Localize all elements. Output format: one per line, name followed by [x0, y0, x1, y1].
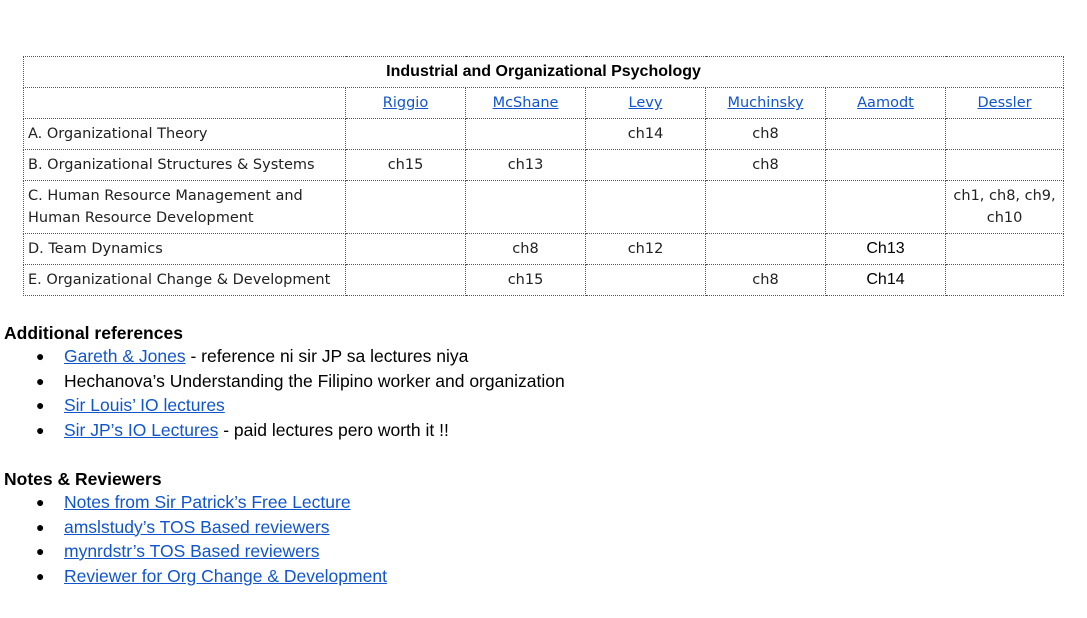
list-item — [4, 418, 565, 443]
topic-cell: B. Organizational Structures & Systems — [24, 150, 346, 181]
table-row — [24, 150, 1064, 181]
notes-reviewers-section — [4, 468, 387, 588]
chapter-cell — [586, 265, 706, 296]
list-item-text: - reference ni sir JP sa lectures niya — [185, 346, 469, 366]
chapter-cell: ch12 — [586, 234, 706, 265]
header-empty-cell — [24, 88, 346, 119]
chapter-cell — [946, 150, 1064, 181]
header-cell-dessler — [946, 88, 1064, 119]
chapter-cell: ch15 — [466, 265, 586, 296]
chapter-cell: ch13 — [466, 150, 586, 181]
header-cell-levy — [586, 88, 706, 119]
bullet-icon: ● — [36, 397, 45, 413]
bullet-icon: ● — [36, 421, 45, 438]
list-item — [4, 393, 565, 418]
author-link-dessler[interactable]: Dessler — [977, 95, 1032, 111]
sir-patrick-notes-link[interactable]: Notes from Sir Patrick’s Free Lecture — [64, 492, 351, 512]
amslstudy-reviewers-link[interactable]: amslstudy’s TOS Based reviewers — [64, 516, 330, 537]
list-item — [4, 344, 565, 369]
chapter-line: ch10 — [986, 210, 1023, 226]
additional-references-section — [4, 322, 565, 442]
reference-table — [23, 56, 1064, 296]
list-item — [4, 490, 387, 515]
chapter-cell: Ch14 — [826, 265, 946, 296]
notes-reviewers-heading: Notes & Reviewers — [4, 469, 162, 489]
chapter-cell: Ch13 — [826, 234, 946, 265]
chapter-cell: ch8 — [706, 265, 826, 296]
chapter-cell — [706, 181, 826, 234]
bullet-icon: ● — [36, 494, 45, 510]
author-link-riggio[interactable]: Riggio — [382, 95, 429, 111]
author-link-aamodt[interactable]: Aamodt — [857, 95, 914, 111]
sir-louis-lectures-link[interactable]: Sir Louis’ IO lectures — [64, 395, 225, 415]
chapter-cell — [466, 119, 586, 150]
bullet-icon: ● — [36, 567, 45, 584]
list-item — [4, 515, 387, 540]
topic-cell — [24, 181, 346, 234]
author-link-levy[interactable]: Levy — [628, 95, 663, 111]
chapter-cell — [346, 234, 466, 265]
topic-line: C. Human Resource Management and — [28, 188, 303, 204]
chapter-cell: ch14 — [586, 119, 706, 150]
header-cell-aamodt — [826, 88, 946, 119]
chapter-cell — [946, 265, 1064, 296]
table-title: Industrial and Organizational Psychology — [24, 57, 1064, 88]
chapter-cell — [826, 181, 946, 234]
chapter-line: ch1, ch8, ch9, — [953, 188, 1056, 204]
bullet-icon: ● — [36, 348, 45, 364]
chapter-cell: ch8 — [706, 119, 826, 150]
chapter-cell — [586, 181, 706, 234]
table-row — [24, 181, 1064, 234]
header-cell-riggio — [346, 88, 466, 119]
bullet-icon: ● — [36, 372, 45, 389]
header-cell-muchinsky — [706, 88, 826, 119]
chapter-cell: ch8 — [706, 150, 826, 181]
list-item — [4, 564, 387, 589]
table-row — [24, 265, 1064, 296]
chapter-cell — [346, 181, 466, 234]
additional-references-heading: Additional references — [4, 323, 183, 343]
notes-reviewers-list — [4, 490, 387, 588]
topic-cell: A. Organizational Theory — [24, 119, 346, 150]
chapter-cell — [946, 181, 1064, 234]
author-link-muchinsky[interactable]: Muchinsky — [727, 95, 804, 111]
chapter-cell — [706, 234, 826, 265]
list-item — [4, 369, 565, 394]
header-cell-mcshane — [466, 88, 586, 119]
chapter-cell — [826, 119, 946, 150]
chapter-cell: ch15 — [346, 150, 466, 181]
chapter-cell — [346, 119, 466, 150]
chapter-cell — [346, 265, 466, 296]
additional-references-list — [4, 344, 565, 442]
sir-jp-lectures-link[interactable]: Sir JP’s IO Lectures — [64, 419, 219, 440]
bullet-icon: ● — [36, 518, 45, 535]
bullet-icon: ● — [36, 543, 45, 559]
mynrdstr-reviewers-link[interactable]: mynrdstr’s TOS Based reviewers — [64, 541, 320, 561]
list-item-text: - paid lectures pero worth it !! — [218, 419, 449, 440]
gareth-jones-link[interactable]: Gareth & Jones — [64, 346, 186, 366]
topic-cell: D. Team Dynamics — [24, 234, 346, 265]
topic-cell: E. Organizational Change & Development — [24, 265, 346, 296]
org-change-reviewer-link[interactable]: Reviewer for Org Change & Development — [64, 565, 387, 586]
chapter-cell: ch8 — [466, 234, 586, 265]
chapter-cell — [466, 181, 586, 234]
chapter-cell — [946, 234, 1064, 265]
author-link-mcshane[interactable]: McShane — [492, 95, 559, 111]
list-item-text: Hechanova’s Understanding the Filipino worker and organization — [64, 370, 565, 391]
table-row — [24, 119, 1064, 150]
chapter-cell — [586, 150, 706, 181]
table-row — [24, 234, 1064, 265]
list-item — [4, 539, 387, 564]
topic-line: Human Resource Development — [28, 210, 254, 226]
chapter-cell — [826, 150, 946, 181]
chapter-cell — [946, 119, 1064, 150]
